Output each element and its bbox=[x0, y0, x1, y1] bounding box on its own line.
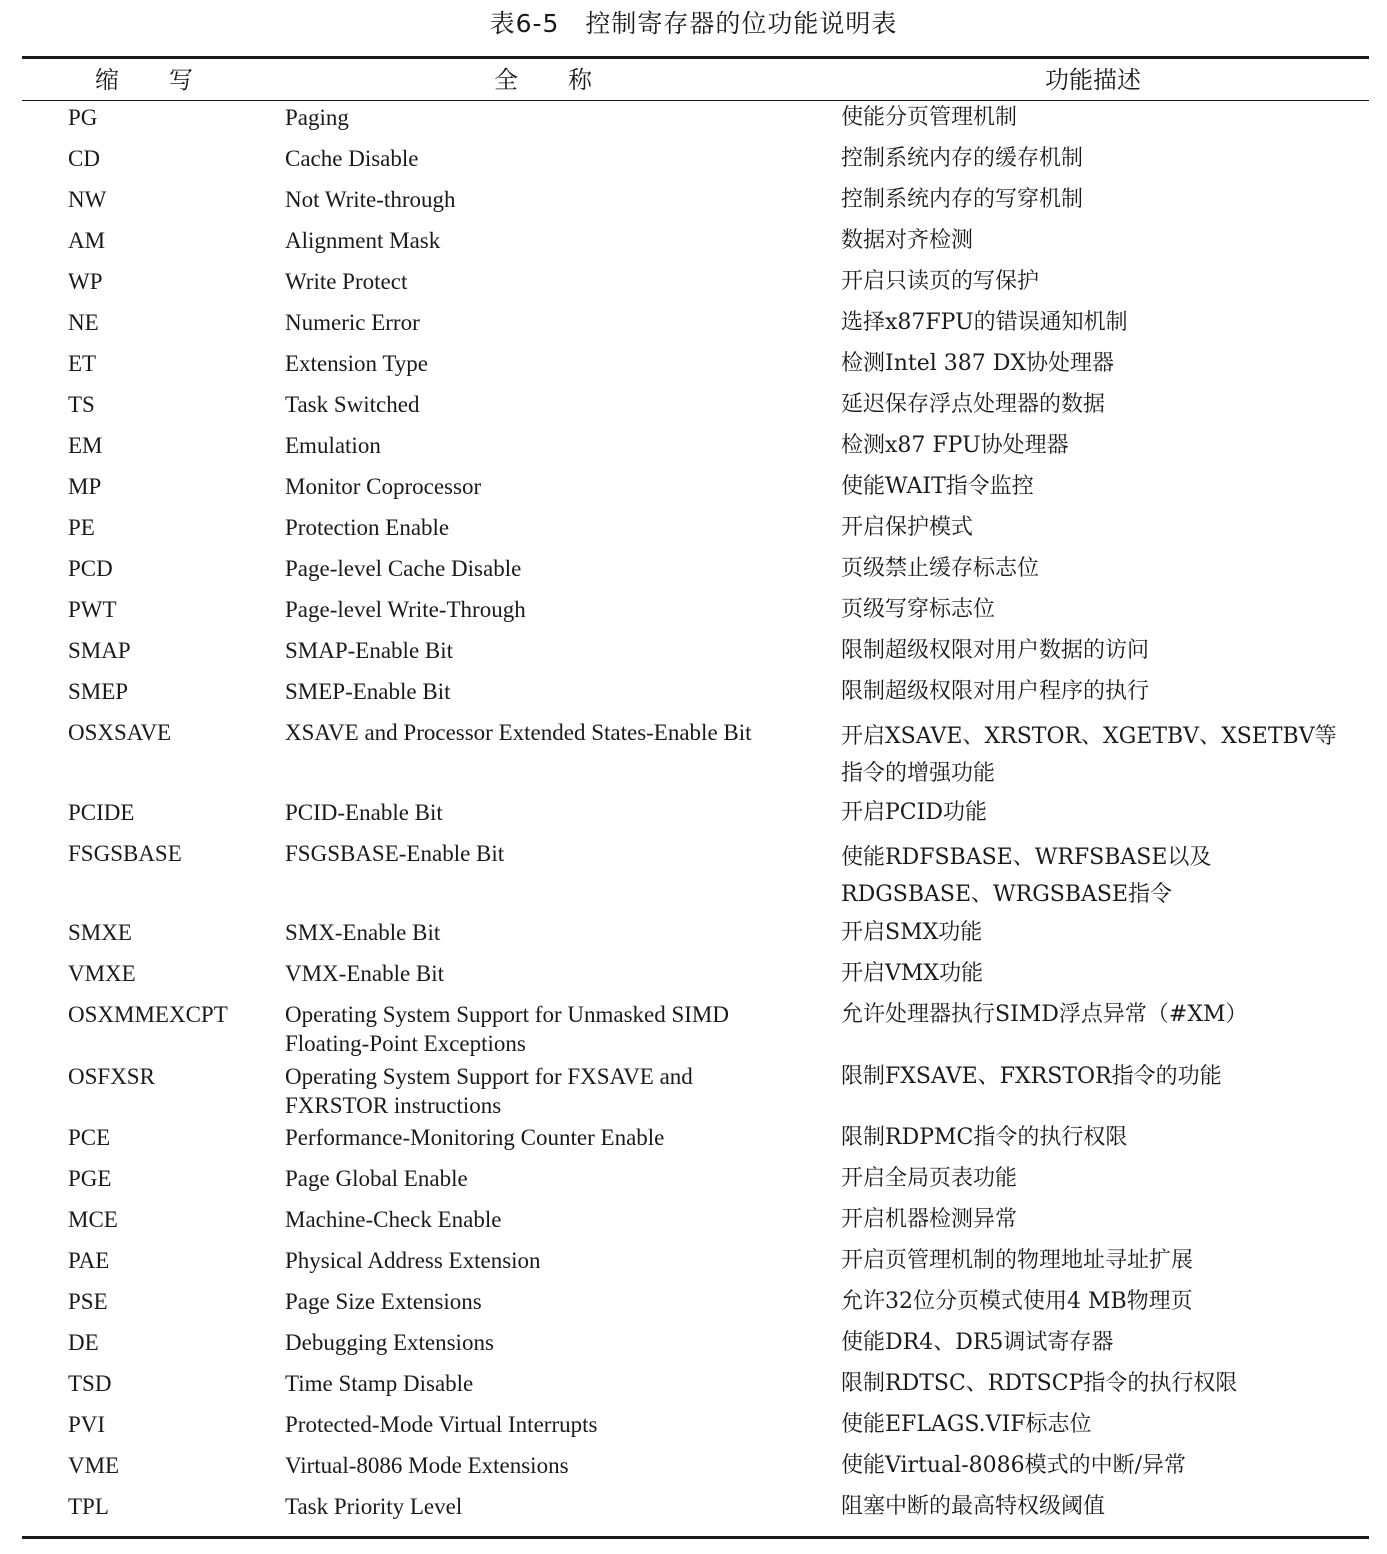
abbr-cell: TSD bbox=[68, 1371, 112, 1396]
fullname-cell: Paging bbox=[285, 105, 349, 130]
fullname-cell: Performance-Monitoring Counter Enable bbox=[285, 1125, 665, 1150]
abbr-cell: OSFXSR bbox=[68, 1064, 155, 1089]
abbr-cell: TS bbox=[68, 392, 95, 417]
abbr-cell: PVI bbox=[68, 1412, 106, 1437]
table-row bbox=[0, 677, 1387, 718]
abbr-cell: AM bbox=[68, 228, 106, 253]
table-body bbox=[0, 103, 1387, 1533]
fullname-cell: Task Switched bbox=[285, 392, 420, 417]
description-cell: 限制FXSAVE、FXRSTOR指令的功能 bbox=[841, 1064, 1222, 1089]
description-cell: 允许32位分页模式使用4 MB物理页 bbox=[841, 1289, 1193, 1314]
fullname-cell: Numeric Error bbox=[285, 310, 420, 335]
abbr-cell: PGE bbox=[68, 1166, 112, 1191]
fullname-cell: Machine-Check Enable bbox=[285, 1207, 502, 1232]
fullname-cell: Page-level Cache Disable bbox=[285, 556, 522, 581]
table-row bbox=[0, 1451, 1387, 1492]
table-row bbox=[0, 595, 1387, 636]
fullname-cell: Protected-Mode Virtual Interrupts bbox=[285, 1412, 598, 1437]
fullname-cell: Alignment Mask bbox=[285, 228, 441, 253]
abbr-cell: DE bbox=[68, 1330, 99, 1355]
description-cell: 使能Virtual-8086模式的中断/异常 bbox=[841, 1453, 1187, 1478]
description-cell: 控制系统内存的写穿机制 bbox=[841, 187, 1084, 212]
abbr-cell: NW bbox=[68, 187, 107, 212]
table-row bbox=[0, 144, 1387, 185]
header-fullname: 全称 bbox=[494, 66, 642, 94]
description-cell: 延迟保存浮点处理器的数据 bbox=[841, 392, 1106, 417]
abbr-cell: PCD bbox=[68, 556, 113, 581]
table-row bbox=[0, 349, 1387, 390]
description-cell: 开启页管理机制的物理地址寻址扩展 bbox=[841, 1248, 1194, 1273]
fullname-cell: FSGSBASE-Enable Bit bbox=[285, 841, 505, 866]
table-row bbox=[0, 636, 1387, 677]
abbr-cell: PE bbox=[68, 515, 95, 540]
abbr-cell: ET bbox=[68, 351, 97, 376]
description-cell: 使能WAIT指令监控 bbox=[841, 474, 1034, 499]
abbr-cell: SMAP bbox=[68, 638, 131, 663]
table-row bbox=[0, 390, 1387, 431]
table-row bbox=[0, 1062, 1387, 1123]
description-cell: 开启XSAVE、XRSTOR、XGETBV、XSETBV等指令的增强功能 bbox=[841, 724, 1337, 786]
description-cell: 开启机器检测异常 bbox=[841, 1207, 1018, 1232]
bottom-rule bbox=[22, 1536, 1369, 1539]
table-row bbox=[0, 103, 1387, 144]
table-row bbox=[0, 1287, 1387, 1328]
fullname-cell: Physical Address Extension bbox=[285, 1248, 541, 1273]
description-cell: 使能DR4、DR5调试寄存器 bbox=[841, 1330, 1114, 1355]
description-cell: 开启VMX功能 bbox=[841, 961, 984, 986]
fullname-cell: Extension Type bbox=[285, 351, 428, 376]
table-row bbox=[0, 1205, 1387, 1246]
fullname-cell: VMX-Enable Bit bbox=[285, 961, 445, 986]
fullname-cell: XSAVE and Processor Extended States-Enable Bit bbox=[285, 720, 752, 745]
description-cell: 允许处理器执行SIMD浮点异常（#XM） bbox=[841, 1002, 1248, 1027]
description-cell: 开启全局页表功能 bbox=[841, 1166, 1018, 1191]
abbr-cell: SMEP bbox=[68, 679, 129, 704]
abbr-cell: MCE bbox=[68, 1207, 118, 1232]
abbr-cell: FSGSBASE bbox=[68, 841, 182, 866]
table-caption: 表6-5 控制寄存器的位功能说明表 bbox=[489, 9, 898, 38]
fullname-cell: Cache Disable bbox=[285, 146, 419, 171]
description-cell: 限制超级权限对用户数据的访问 bbox=[841, 638, 1150, 663]
table-row bbox=[0, 472, 1387, 513]
table-row bbox=[0, 308, 1387, 349]
table-row bbox=[0, 918, 1387, 959]
description-cell: 检测x87 FPU协处理器 bbox=[841, 433, 1069, 458]
description-cell: 页级禁止缓存标志位 bbox=[841, 556, 1040, 581]
fullname-cell: SMAP-Enable Bit bbox=[285, 638, 454, 663]
fullname-cell: Page Global Enable bbox=[285, 1166, 468, 1191]
fullname-cell: Operating System Support for FXSAVE and FXRSTOR instructions bbox=[285, 1064, 693, 1118]
abbr-cell: WP bbox=[68, 269, 103, 294]
table-row bbox=[0, 1492, 1387, 1533]
fullname-cell: SMX-Enable Bit bbox=[285, 920, 441, 945]
description-cell: 限制超级权限对用户程序的执行 bbox=[841, 679, 1150, 704]
abbr-cell: OSXSAVE bbox=[68, 720, 172, 745]
abbr-cell: PCE bbox=[68, 1125, 111, 1150]
fullname-cell: Virtual-8086 Mode Extensions bbox=[285, 1453, 569, 1478]
abbr-cell: SMXE bbox=[68, 920, 132, 945]
fullname-cell: Write Protect bbox=[285, 269, 408, 294]
abbr-cell: PSE bbox=[68, 1289, 108, 1314]
fullname-cell: Monitor Coprocessor bbox=[285, 474, 482, 499]
abbr-cell: TPL bbox=[68, 1494, 109, 1519]
abbr-cell: CD bbox=[68, 146, 100, 171]
fullname-cell: Page-level Write-Through bbox=[285, 597, 526, 622]
description-cell: 开启SMX功能 bbox=[841, 920, 983, 945]
fullname-cell: Task Priority Level bbox=[285, 1494, 463, 1519]
table-row bbox=[0, 1328, 1387, 1369]
description-cell: 阻塞中断的最高特权级阈值 bbox=[841, 1494, 1106, 1519]
table-row bbox=[0, 226, 1387, 267]
description-cell: 使能EFLAGS.VIF标志位 bbox=[841, 1412, 1092, 1437]
description-cell: 控制系统内存的缓存机制 bbox=[841, 146, 1084, 171]
table-row bbox=[0, 513, 1387, 554]
description-cell: 开启PCID功能 bbox=[841, 800, 987, 825]
description-cell: 选择x87FPU的错误通知机制 bbox=[841, 310, 1128, 335]
abbr-cell: VME bbox=[68, 1453, 120, 1478]
fullname-cell: SMEP-Enable Bit bbox=[285, 679, 451, 704]
table-row bbox=[0, 839, 1387, 918]
description-cell: 使能分页管理机制 bbox=[841, 105, 1018, 130]
table-row bbox=[0, 185, 1387, 226]
fullname-cell: Operating System Support for Unmasked SIMD Floating-Point Exceptions bbox=[285, 1002, 729, 1056]
header-description: 功能描述 bbox=[1045, 66, 1141, 94]
table-row bbox=[0, 554, 1387, 595]
fullname-cell: Protection Enable bbox=[285, 515, 450, 540]
header-abbr: 缩写 bbox=[95, 66, 243, 94]
description-cell: 数据对齐检测 bbox=[841, 228, 974, 253]
abbr-cell: PAE bbox=[68, 1248, 110, 1273]
description-cell: 开启保护模式 bbox=[841, 515, 974, 540]
abbr-cell: EM bbox=[68, 433, 103, 458]
fullname-cell: Emulation bbox=[285, 433, 381, 458]
description-cell: 检测Intel 387 DX协处理器 bbox=[841, 351, 1115, 376]
abbr-cell: PG bbox=[68, 105, 98, 130]
description-cell: 页级写穿标志位 bbox=[841, 597, 996, 622]
table-row bbox=[0, 1410, 1387, 1451]
abbr-cell: PWT bbox=[68, 597, 117, 622]
table-row bbox=[0, 1369, 1387, 1410]
table-row bbox=[0, 718, 1387, 798]
header-rule bbox=[22, 100, 1369, 101]
fullname-cell: Page Size Extensions bbox=[285, 1289, 482, 1314]
table-row bbox=[0, 1123, 1387, 1164]
table-row bbox=[0, 798, 1387, 839]
description-cell: 使能RDFSBASE、WRFSBASE以及RDGSBASE、WRGSBASE指令 bbox=[841, 845, 1212, 907]
table-row bbox=[0, 1000, 1387, 1062]
table-row bbox=[0, 431, 1387, 472]
table-row bbox=[0, 267, 1387, 308]
description-cell: 开启只读页的写保护 bbox=[841, 269, 1040, 294]
abbr-cell: PCIDE bbox=[68, 800, 135, 825]
description-cell: 限制RDPMC指令的执行权限 bbox=[841, 1125, 1128, 1150]
abbr-cell: VMXE bbox=[68, 961, 136, 986]
fullname-cell: PCID-Enable Bit bbox=[285, 800, 443, 825]
abbr-cell: OSXMMEXCPT bbox=[68, 1002, 228, 1027]
top-rule bbox=[22, 56, 1369, 59]
table-row bbox=[0, 1164, 1387, 1205]
abbr-cell: NE bbox=[68, 310, 99, 335]
table-row bbox=[0, 1246, 1387, 1287]
fullname-cell: Debugging Extensions bbox=[285, 1330, 494, 1355]
description-cell: 限制RDTSC、RDTSCP指令的执行权限 bbox=[841, 1371, 1238, 1396]
table-row bbox=[0, 959, 1387, 1000]
abbr-cell: MP bbox=[68, 474, 102, 499]
fullname-cell: Not Write-through bbox=[285, 187, 456, 212]
fullname-cell: Time Stamp Disable bbox=[285, 1371, 474, 1396]
